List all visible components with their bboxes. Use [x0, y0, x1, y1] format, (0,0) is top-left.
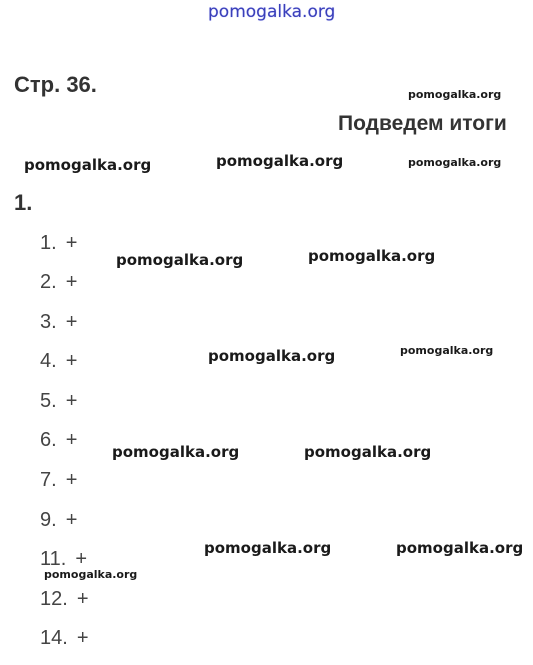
watermark: pomogalka.org — [304, 443, 432, 461]
answer-mark: + — [65, 350, 78, 372]
answer-mark: + — [65, 390, 78, 412]
watermark: pomogalka.org — [24, 156, 152, 174]
answer-item — [40, 509, 77, 532]
answer-number: 12. — [40, 588, 68, 610]
watermark: pomogalka.org — [408, 156, 502, 169]
answer-mark: + — [65, 469, 78, 491]
watermark: pomogalka.org — [44, 568, 138, 581]
answer-number: 14. — [40, 627, 68, 649]
task-number: 1. — [14, 190, 33, 215]
answer-number: 1. — [40, 232, 57, 254]
answer-item — [40, 350, 77, 373]
answer-item — [40, 232, 77, 255]
answer-mark: + — [65, 429, 78, 451]
answer-mark: + — [76, 627, 89, 649]
top-watermark: pomogalka.org — [208, 2, 336, 22]
watermark: pomogalka.org — [116, 251, 244, 269]
answer-mark: + — [65, 271, 78, 293]
answer-item — [40, 311, 77, 334]
watermark: pomogalka.org — [216, 152, 344, 170]
answer-mark: + — [76, 588, 89, 610]
answer-item — [40, 469, 77, 492]
answer-item — [40, 627, 89, 650]
answer-item — [40, 429, 77, 452]
watermark: pomogalka.org — [308, 247, 436, 265]
answer-item — [40, 588, 89, 611]
watermark: pomogalka.org — [400, 344, 494, 357]
page-reference: Стр. 36. — [14, 72, 97, 97]
watermark: pomogalka.org — [408, 88, 502, 101]
answer-number: 9. — [40, 509, 57, 531]
answer-number: 3. — [40, 311, 57, 333]
watermark: pomogalka.org — [396, 539, 524, 557]
answer-item — [40, 271, 77, 294]
answer-mark: + — [75, 548, 88, 570]
watermark: pomogalka.org — [208, 347, 336, 365]
answer-number: 4. — [40, 350, 57, 372]
section-heading: Подведем итоги — [338, 112, 507, 135]
watermark: pomogalka.org — [112, 443, 240, 461]
answer-number: 11. — [40, 548, 67, 570]
watermark: pomogalka.org — [204, 539, 332, 557]
answer-number: 7. — [40, 469, 57, 491]
answer-item — [40, 390, 77, 413]
answer-mark: + — [65, 509, 78, 531]
answer-mark: + — [65, 232, 78, 254]
answer-number: 6. — [40, 429, 57, 451]
answer-number: 5. — [40, 390, 57, 412]
answer-number: 2. — [40, 271, 57, 293]
answer-mark: + — [65, 311, 78, 333]
